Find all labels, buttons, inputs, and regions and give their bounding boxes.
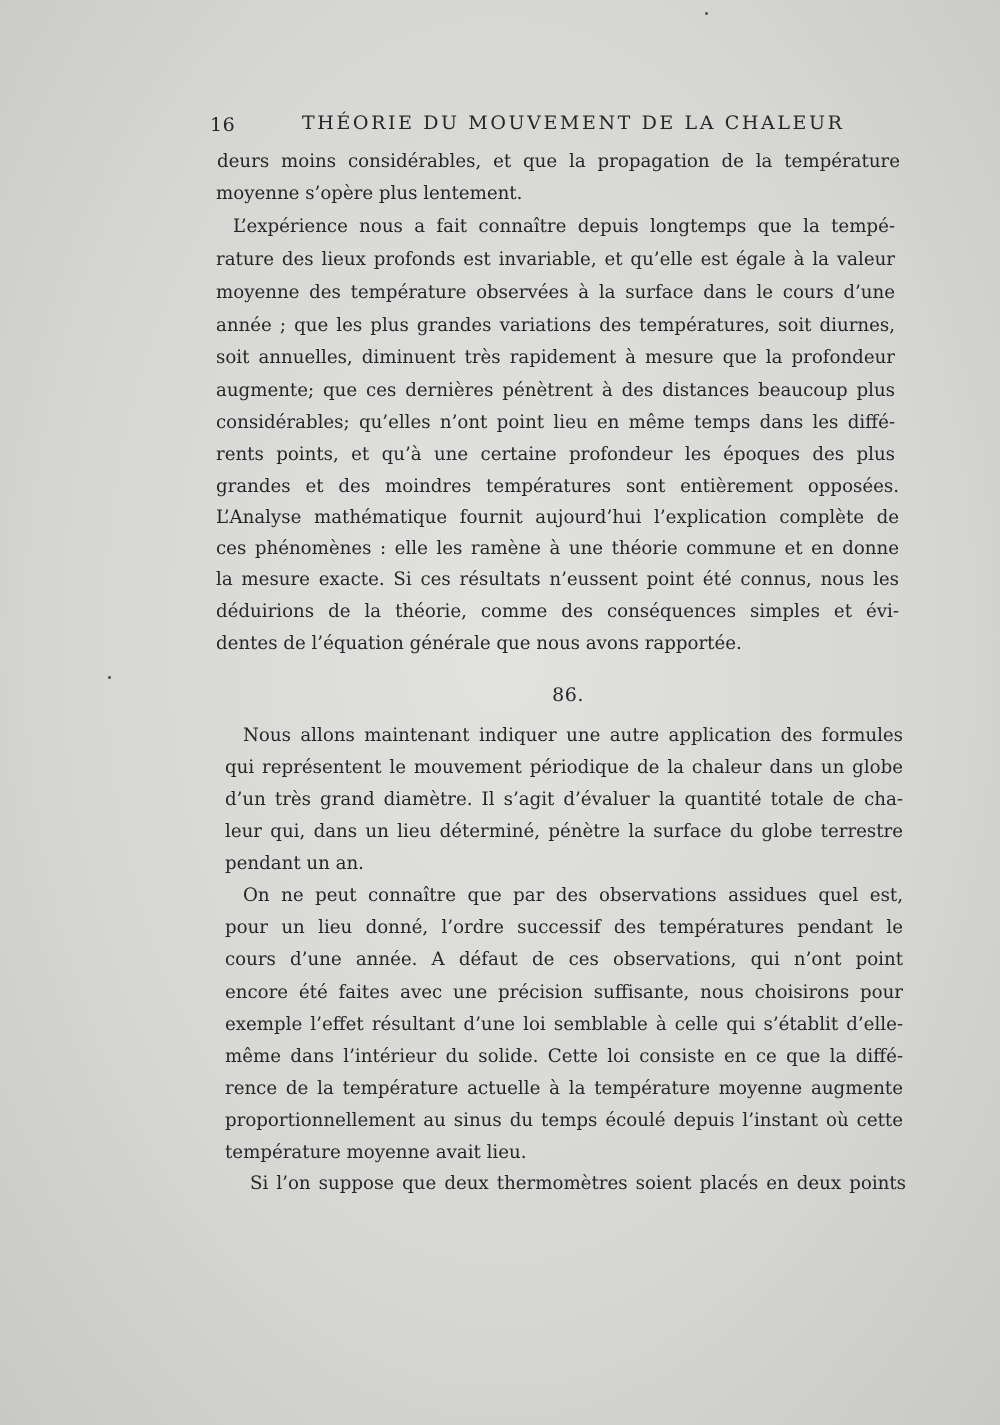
text-line: L’Analyse mathématique fournit aujourd’hui l’explication complète de bbox=[216, 507, 899, 528]
page-number: 16 bbox=[210, 114, 236, 136]
text-line: rence de la température actuelle à la température moyenne augmente bbox=[225, 1078, 903, 1099]
text-line: ces phénomènes : elle les ramène à une théorie commune et en donne bbox=[216, 538, 899, 559]
text-line: d’un très grand diamètre. Il s’agit d’évaluer la quantité totale de cha- bbox=[225, 789, 903, 810]
text-line: moyenne s’opère plus lentement. bbox=[216, 183, 523, 204]
text-line: la mesure exacte. Si ces résultats n’eussent point été connus, nous les bbox=[216, 569, 899, 590]
text-line: Nous allons maintenant indiquer une autre application des formules bbox=[243, 725, 903, 746]
text-line: On ne peut connaître que par des observations assidues quel est, bbox=[243, 885, 903, 906]
text-line: qui représentent le mouvement périodique de la chaleur dans un globe bbox=[225, 757, 903, 778]
text-line: cours d’une année. A défaut de ces observations, qui n’ont point bbox=[225, 949, 903, 970]
text-line: dentes de l’équation générale que nous avons rapportée. bbox=[216, 633, 742, 654]
text-line: proportionnellement au sinus du temps écoulé depuis l’instant où cette bbox=[225, 1110, 903, 1131]
text-line: déduirions de la théorie, comme des conséquences simples et évi- bbox=[216, 601, 899, 622]
text-line: L’expérience nous a fait connaître depuis longtemps que la tempé- bbox=[233, 216, 895, 237]
text-line: pendant un an. bbox=[225, 853, 364, 874]
text-line: rents points, et qu’à une certaine profondeur les époques des plus bbox=[216, 444, 895, 465]
text-line: augmente; que ces dernières pénètrent à des distances beaucoup plus bbox=[216, 380, 895, 401]
text-line: encore été faites avec une précision suffisante, nous choisirons pour bbox=[225, 982, 903, 1003]
paper-speck bbox=[108, 676, 111, 679]
text-line: même dans l’intérieur du solide. Cette loi consiste en ce que la diffé- bbox=[225, 1046, 903, 1067]
text-line: grandes et des moindres températures sont entièrement opposées. bbox=[216, 476, 899, 497]
section-number-text: 86. bbox=[552, 684, 584, 706]
text-line: leur qui, dans un lieu déterminé, pénètre la surface du globe terrestre bbox=[225, 821, 903, 842]
paper-speck bbox=[705, 12, 708, 15]
text-line: Si l’on suppose que deux thermomètres soient placés en deux points bbox=[250, 1173, 906, 1194]
text-line: deurs moins considérables, et que la propagation de la température bbox=[217, 151, 900, 172]
text-line: exemple l’effet résultant d’une loi semblable à celle qui s’établit d’elle- bbox=[225, 1014, 903, 1035]
text-line: rature des lieux profonds est invariable, et qu’elle est égale à la valeur bbox=[216, 249, 895, 270]
text-line: considérables; qu’elles n’ont point lieu en même temps dans les diffé- bbox=[216, 412, 895, 433]
text-line: année ; que les plus grandes variations des températures, soit diurnes, bbox=[216, 315, 895, 336]
text-line: soit annuelles, diminuent très rapidement à mesure que la profondeur bbox=[216, 347, 895, 368]
text-line: moyenne des température observées à la surface dans le cours d’une bbox=[216, 282, 895, 303]
text-line: pour un lieu donné, l’ordre successif des températures pendant le bbox=[225, 917, 903, 938]
running-title: THÉORIE DU MOUVEMENT DE LA CHALEUR bbox=[302, 112, 845, 134]
text-line: température moyenne avait lieu. bbox=[225, 1142, 527, 1163]
